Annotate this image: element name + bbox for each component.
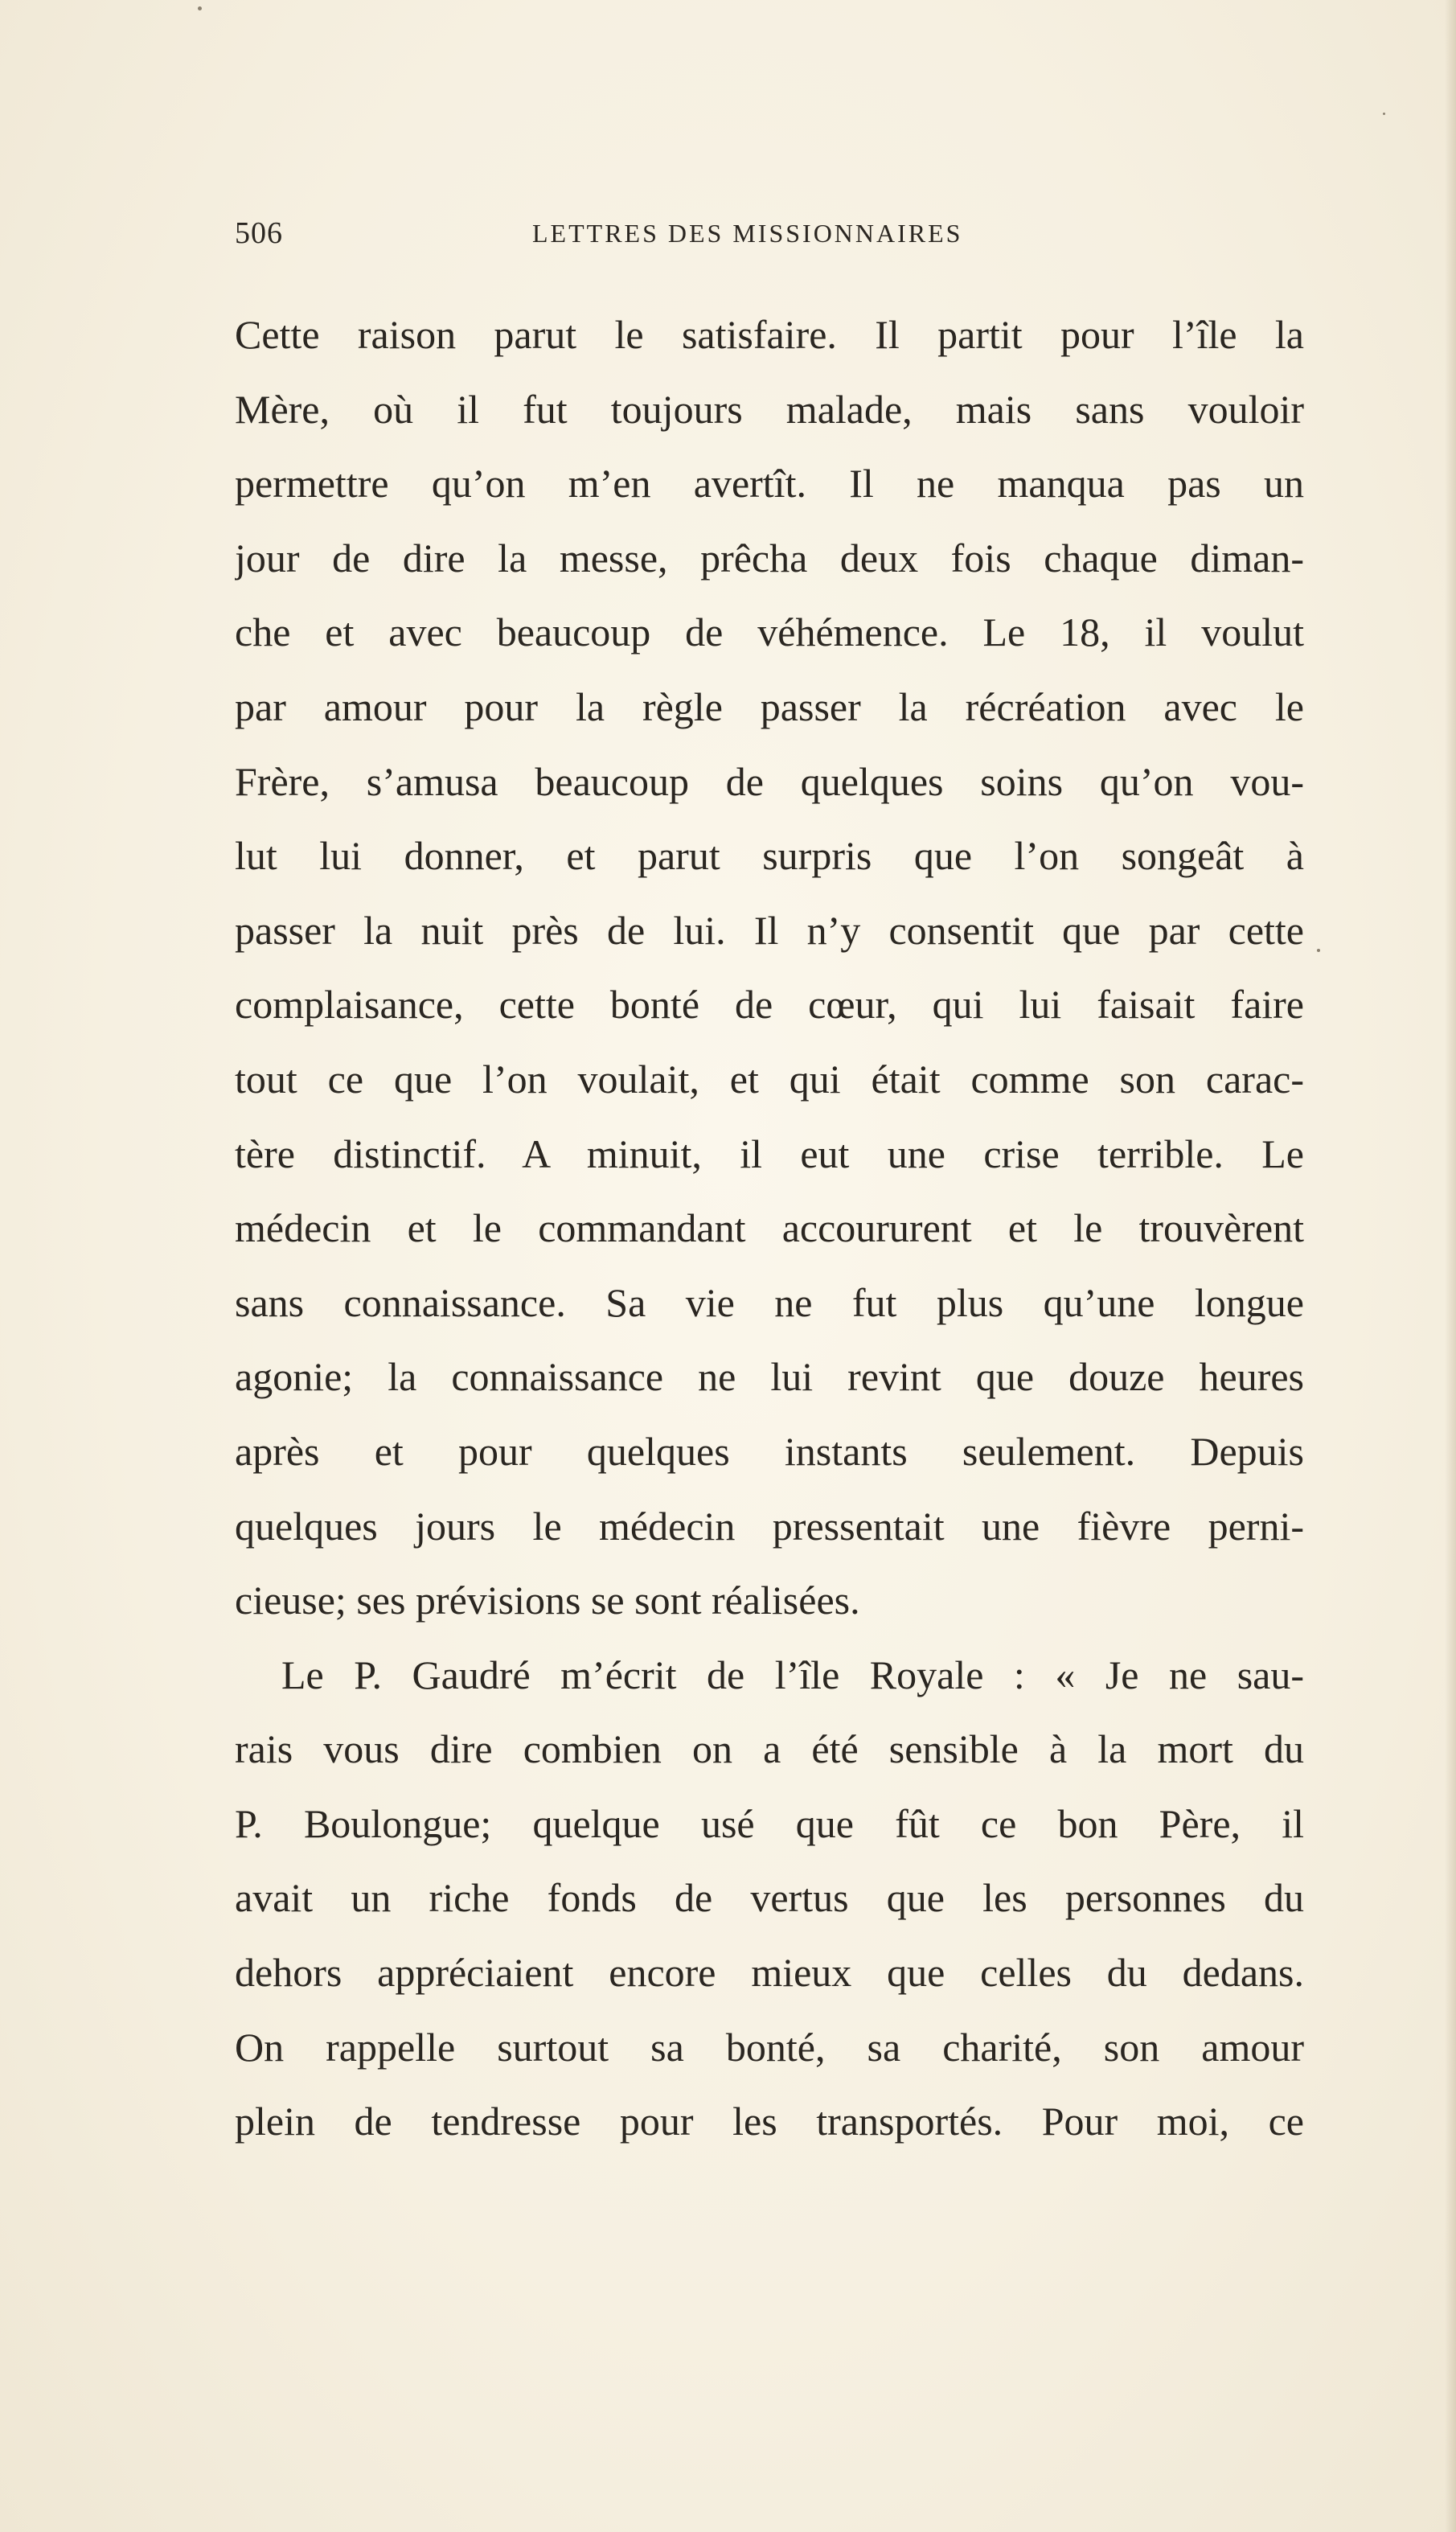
paragraph-last-line: cieuse; ses prévisions se sont réalisées.: [235, 1578, 860, 1623]
text-line: tout ce que l’on voulait, et qui était comme son carac-: [235, 1056, 1304, 1102]
text-line: sans connaissance. Sa vie ne fut plus qu’une longue: [235, 1279, 1304, 1325]
text-line: Mère, où il fut toujours malade, mais sans vouloir: [235, 386, 1304, 432]
running-title: LETTRES DES MISSIONNAIRES: [532, 219, 963, 248]
text-line: Cette raison parut le satisfaire. Il partit pour l’île la: [235, 312, 1304, 357]
text-line: dehors appréciaient encore mieux que celles du dedans.: [235, 1950, 1304, 1996]
paper-speck: [198, 6, 202, 10]
text-line: après et pour quelques instants seulement. Depuis: [235, 1428, 1304, 1474]
running-header: [235, 215, 1304, 264]
text-line: permettre qu’on m’en avertît. Il ne manqua pas un: [235, 461, 1304, 507]
text-line: rais vous dire combien on a été sensible à la mort du: [235, 1726, 1304, 1772]
body-text: [235, 298, 1304, 2159]
paper-speck: [1317, 949, 1320, 952]
text-line: quelques jours le médecin pressentait une fièvre perni-: [235, 1503, 1304, 1549]
text-line: jour de dire la messe, prêcha deux fois chaque diman-: [235, 535, 1304, 581]
text-line: avait un riche fonds de vertus que les personnes du: [235, 1875, 1304, 1921]
text-line: On rappelle surtout sa bonté, sa charité, son amour: [235, 2024, 1304, 2070]
text-line: passer la nuit près de lui. Il n’y consentit que par cette: [235, 907, 1304, 953]
text-line: Frère, s’amusa beaucoup de quelques soins qu’on vou-: [235, 758, 1304, 804]
text-line: che et avec beaucoup de véhémence. Le 18, il voulut: [235, 609, 1304, 655]
text-line: plein de tendresse pour les transportés. Pour moi, ce: [235, 2099, 1304, 2144]
paper-speck: [1383, 113, 1385, 115]
text-line: médecin et le commandant accoururent et le trouvèrent: [235, 1205, 1304, 1251]
page-edge-shadow: [1445, 0, 1456, 2532]
paragraph-first-line: Le P. Gaudré m’écrit de l’île Royale : « Je ne sau-: [281, 1652, 1304, 1697]
text-line: par amour pour la règle passer la récréation avec le: [235, 683, 1304, 729]
text-line: agonie; la connaissance ne lui revint que douze heures: [235, 1354, 1304, 1400]
text-line: lut lui donner, et parut surpris que l’on songeât à: [235, 833, 1304, 879]
text-line: P. Boulongue; quelque usé que fût ce bon Père, il: [235, 1800, 1304, 1846]
page-number: 506: [235, 216, 283, 250]
text-line: tère distinctif. A minuit, il eut une crise terrible. Le: [235, 1131, 1304, 1176]
text-line: complaisance, cette bonté de cœur, qui lui faisait faire: [235, 982, 1304, 1028]
